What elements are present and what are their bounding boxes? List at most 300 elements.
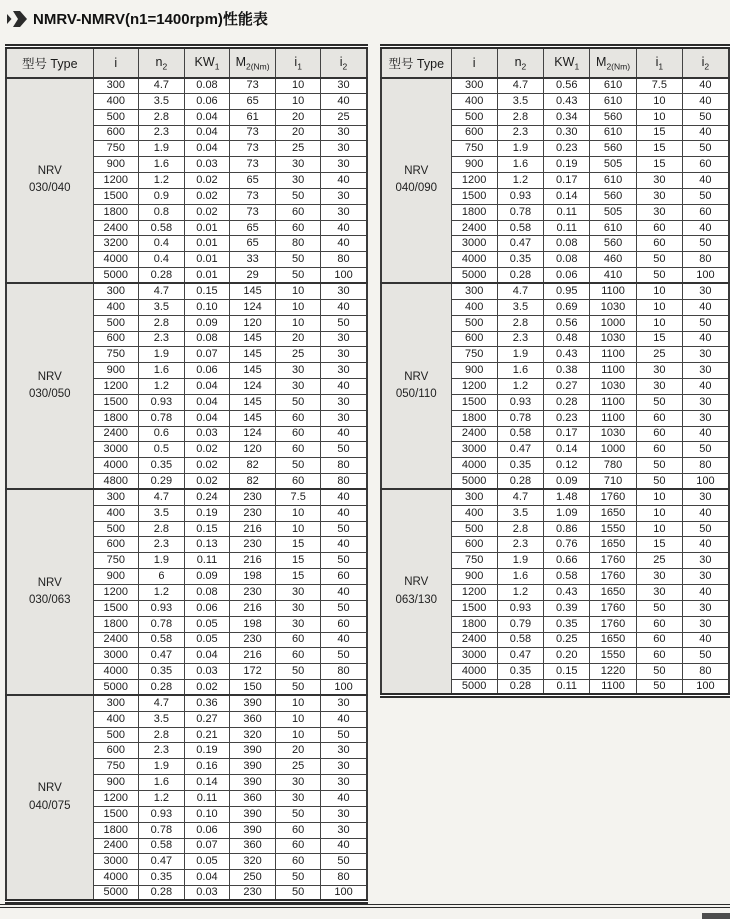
value-cell: 1800 <box>451 204 497 220</box>
value-cell: 230 <box>230 585 276 601</box>
value-cell: 560 <box>590 109 636 125</box>
value-cell: 4.7 <box>139 695 185 711</box>
value-cell: 0.23 <box>544 410 590 426</box>
value-cell: 60 <box>275 426 321 442</box>
value-cell: 124 <box>230 299 276 315</box>
value-cell: 172 <box>230 664 276 680</box>
value-cell: 50 <box>321 442 367 458</box>
value-cell: 1.2 <box>139 585 185 601</box>
value-cell: 1.9 <box>497 553 543 569</box>
value-cell: 0.38 <box>544 363 590 379</box>
value-cell: 30 <box>321 188 367 204</box>
value-cell: 0.06 <box>544 268 590 284</box>
value-cell: 2400 <box>451 220 497 236</box>
value-cell: 1550 <box>590 521 636 537</box>
value-cell: 0.13 <box>184 537 230 553</box>
value-cell: 25 <box>636 553 682 569</box>
value-cell: 30 <box>275 363 321 379</box>
value-cell: 4.7 <box>497 489 543 505</box>
value-cell: 1.2 <box>497 379 543 395</box>
value-cell: 50 <box>275 394 321 410</box>
value-cell: 50 <box>636 252 682 268</box>
value-cell: 0.47 <box>497 648 543 664</box>
value-cell: 500 <box>451 315 497 331</box>
value-cell: 15 <box>275 553 321 569</box>
value-cell: 30 <box>682 283 728 299</box>
value-cell: 1.6 <box>497 157 543 173</box>
value-cell: 60 <box>636 236 682 252</box>
value-cell: 30 <box>682 410 728 426</box>
value-cell: 1760 <box>590 553 636 569</box>
value-cell: 1.9 <box>497 347 543 363</box>
value-cell: 0.14 <box>184 775 230 791</box>
value-cell: 100 <box>682 268 728 284</box>
value-cell: 0.09 <box>184 569 230 585</box>
value-cell: 3.5 <box>139 711 185 727</box>
value-cell: 1.6 <box>497 569 543 585</box>
value-cell: 390 <box>230 822 276 838</box>
value-cell: 10 <box>636 505 682 521</box>
value-cell: 0.15 <box>184 521 230 537</box>
value-cell: 0.17 <box>544 426 590 442</box>
value-cell: 400 <box>93 711 139 727</box>
column-header: $KW_1$ <box>544 47 590 78</box>
value-cell: 100 <box>682 474 728 490</box>
value-cell: 0.02 <box>184 173 230 189</box>
value-cell: 0.02 <box>184 442 230 458</box>
value-cell: 300 <box>93 78 139 94</box>
value-cell: 30 <box>321 141 367 157</box>
value-cell: 0.28 <box>139 680 185 696</box>
value-cell: 0.21 <box>184 727 230 743</box>
value-cell: 50 <box>636 664 682 680</box>
value-cell: 1030 <box>590 299 636 315</box>
value-cell: 0.28 <box>497 680 543 696</box>
value-cell: 0.56 <box>544 315 590 331</box>
value-cell: 900 <box>93 569 139 585</box>
value-cell: 145 <box>230 347 276 363</box>
value-cell: 198 <box>230 616 276 632</box>
value-cell: 100 <box>321 268 367 284</box>
value-cell: 0.03 <box>184 426 230 442</box>
page-corner-mark <box>702 913 730 919</box>
value-cell: 0.29 <box>139 474 185 490</box>
value-cell: 610 <box>590 220 636 236</box>
value-cell: 0.02 <box>184 680 230 696</box>
column-header: $M_{2(Nm)}$ <box>590 47 636 78</box>
value-cell: 30 <box>275 157 321 173</box>
value-cell: 0.35 <box>544 616 590 632</box>
value-cell: 30 <box>682 616 728 632</box>
value-cell: 60 <box>636 220 682 236</box>
value-cell: 500 <box>93 109 139 125</box>
value-cell: 0.01 <box>184 268 230 284</box>
value-cell: 60 <box>275 442 321 458</box>
value-cell: 0.20 <box>544 648 590 664</box>
column-header: $i_2$ <box>682 47 728 78</box>
value-cell: 100 <box>321 886 367 902</box>
value-cell: 145 <box>230 363 276 379</box>
value-cell: 73 <box>230 188 276 204</box>
value-cell: 0.06 <box>184 93 230 109</box>
value-cell: 30 <box>275 790 321 806</box>
value-cell: 65 <box>230 220 276 236</box>
value-cell: 1100 <box>590 410 636 426</box>
column-header: $i_1$ <box>275 47 321 78</box>
value-cell: 3000 <box>93 854 139 870</box>
value-cell: 2.3 <box>497 331 543 347</box>
value-cell: 30 <box>682 553 728 569</box>
value-cell: 0.56 <box>544 78 590 94</box>
value-cell: 60 <box>636 616 682 632</box>
value-cell: 50 <box>275 806 321 822</box>
value-cell: 25 <box>636 347 682 363</box>
value-cell: 30 <box>275 379 321 395</box>
value-cell: 600 <box>93 331 139 347</box>
value-cell: 0.93 <box>139 600 185 616</box>
value-cell: 50 <box>275 680 321 696</box>
value-cell: 0.08 <box>184 331 230 347</box>
value-cell: 0.78 <box>139 822 185 838</box>
value-cell: 3200 <box>93 236 139 252</box>
value-cell: 40 <box>321 93 367 109</box>
value-cell: 1760 <box>590 489 636 505</box>
value-cell: 900 <box>93 363 139 379</box>
model-cell: NRV 030/040 <box>6 78 93 284</box>
value-cell: 60 <box>275 204 321 220</box>
table-row <box>381 78 729 94</box>
value-cell: 30 <box>636 585 682 601</box>
value-cell: 0.08 <box>544 252 590 268</box>
value-cell: 5000 <box>93 268 139 284</box>
value-cell: 0.78 <box>139 616 185 632</box>
column-header: i <box>93 47 139 78</box>
value-cell: 1.2 <box>139 790 185 806</box>
value-cell: 50 <box>636 458 682 474</box>
value-cell: 80 <box>321 870 367 886</box>
value-cell: 1550 <box>590 648 636 664</box>
value-cell: 0.35 <box>497 664 543 680</box>
table-row <box>381 489 729 505</box>
value-cell: 0.78 <box>497 204 543 220</box>
value-cell: 50 <box>682 648 728 664</box>
value-cell: 15 <box>636 331 682 347</box>
value-cell: 30 <box>321 695 367 711</box>
value-cell: 20 <box>275 331 321 347</box>
value-cell: 0.24 <box>184 489 230 505</box>
value-cell: 710 <box>590 474 636 490</box>
value-cell: 50 <box>682 141 728 157</box>
table-row <box>381 283 729 299</box>
value-cell: 10 <box>275 315 321 331</box>
value-cell: 1.2 <box>497 585 543 601</box>
value-cell: 410 <box>590 268 636 284</box>
value-cell: 0.08 <box>184 78 230 94</box>
table-row <box>6 489 367 505</box>
value-cell: 30 <box>321 331 367 347</box>
value-cell: 2.3 <box>139 331 185 347</box>
value-cell: 750 <box>451 141 497 157</box>
value-cell: 50 <box>321 315 367 331</box>
value-cell: 82 <box>230 474 276 490</box>
value-cell: 0.12 <box>544 458 590 474</box>
value-cell: 60 <box>275 822 321 838</box>
value-cell: 3000 <box>451 442 497 458</box>
value-cell: 1500 <box>451 600 497 616</box>
value-cell: 0.66 <box>544 553 590 569</box>
value-cell: 10 <box>636 315 682 331</box>
value-cell: 50 <box>682 521 728 537</box>
value-cell: 0.43 <box>544 347 590 363</box>
value-cell: 0.9 <box>139 188 185 204</box>
value-cell: 0.43 <box>544 585 590 601</box>
value-cell: 390 <box>230 695 276 711</box>
value-cell: 30 <box>275 600 321 616</box>
value-cell: 40 <box>321 790 367 806</box>
value-cell: 750 <box>451 553 497 569</box>
value-cell: 0.58 <box>544 569 590 585</box>
value-cell: 30 <box>321 283 367 299</box>
value-cell: 100 <box>321 680 367 696</box>
value-cell: 30 <box>682 394 728 410</box>
page-header <box>7 8 268 29</box>
value-cell: 82 <box>230 458 276 474</box>
value-cell: 0.06 <box>184 363 230 379</box>
value-cell: 0.05 <box>184 854 230 870</box>
value-cell: 4.7 <box>139 78 185 94</box>
value-cell: 30 <box>275 585 321 601</box>
value-cell: 1030 <box>590 331 636 347</box>
value-cell: 780 <box>590 458 636 474</box>
value-cell: 0.93 <box>497 394 543 410</box>
value-cell: 20 <box>275 109 321 125</box>
value-cell: 30 <box>275 173 321 189</box>
value-cell: 0.39 <box>544 600 590 616</box>
value-cell: 0.28 <box>497 474 543 490</box>
value-cell: 50 <box>682 315 728 331</box>
value-cell: 0.58 <box>497 632 543 648</box>
value-cell: 40 <box>321 632 367 648</box>
value-cell: 2.8 <box>139 521 185 537</box>
value-cell: 50 <box>636 394 682 410</box>
value-cell: 2.8 <box>139 727 185 743</box>
performance-table-right <box>380 44 730 698</box>
value-cell: 7.5 <box>275 489 321 505</box>
value-cell: 0.79 <box>497 616 543 632</box>
value-cell: 60 <box>275 474 321 490</box>
value-cell: 1200 <box>93 790 139 806</box>
value-cell: 1800 <box>93 410 139 426</box>
value-cell: 600 <box>93 743 139 759</box>
value-cell: 60 <box>275 838 321 854</box>
value-cell: 60 <box>636 648 682 664</box>
value-cell: 250 <box>230 870 276 886</box>
value-cell: 3.5 <box>497 505 543 521</box>
value-cell: 25 <box>321 109 367 125</box>
value-cell: 300 <box>93 695 139 711</box>
value-cell: 40 <box>682 125 728 141</box>
value-cell: 40 <box>682 505 728 521</box>
value-cell: 0.06 <box>184 600 230 616</box>
model-cell: NRV 040/075 <box>6 695 93 901</box>
value-cell: 1500 <box>93 394 139 410</box>
value-cell: 40 <box>321 838 367 854</box>
table-row <box>6 78 367 94</box>
value-cell: 1.6 <box>497 363 543 379</box>
value-cell: 50 <box>275 252 321 268</box>
value-cell: 4.7 <box>497 283 543 299</box>
value-cell: 15 <box>636 125 682 141</box>
value-cell: 15 <box>275 537 321 553</box>
value-cell: 0.08 <box>184 585 230 601</box>
value-cell: 50 <box>275 870 321 886</box>
value-cell: 4.7 <box>139 489 185 505</box>
value-cell: 610 <box>590 125 636 141</box>
value-cell: 1030 <box>590 426 636 442</box>
value-cell: 15 <box>636 141 682 157</box>
value-cell: 2400 <box>93 632 139 648</box>
value-cell: 40 <box>682 426 728 442</box>
value-cell: 124 <box>230 426 276 442</box>
value-cell: 4000 <box>451 458 497 474</box>
value-cell: 0.23 <box>544 141 590 157</box>
value-cell: 60 <box>636 442 682 458</box>
value-cell: 0.93 <box>497 188 543 204</box>
value-cell: 750 <box>93 347 139 363</box>
value-cell: 65 <box>230 236 276 252</box>
value-cell: 390 <box>230 759 276 775</box>
value-cell: 0.19 <box>184 743 230 759</box>
value-cell: 1.2 <box>139 173 185 189</box>
value-cell: 0.93 <box>139 394 185 410</box>
value-cell: 40 <box>321 585 367 601</box>
value-cell: 0.58 <box>497 220 543 236</box>
value-cell: 60 <box>275 220 321 236</box>
value-cell: 360 <box>230 711 276 727</box>
value-cell: 3000 <box>451 648 497 664</box>
value-cell: 50 <box>321 600 367 616</box>
value-cell: 30 <box>321 410 367 426</box>
value-cell: 3.5 <box>497 93 543 109</box>
value-cell: 33 <box>230 252 276 268</box>
value-cell: 0.02 <box>184 188 230 204</box>
value-cell: 0.43 <box>544 93 590 109</box>
value-cell: 10 <box>636 489 682 505</box>
value-cell: 40 <box>682 379 728 395</box>
value-cell: 500 <box>93 727 139 743</box>
value-cell: 60 <box>682 157 728 173</box>
value-cell: 2400 <box>451 426 497 442</box>
value-cell: 80 <box>321 664 367 680</box>
value-cell: 1760 <box>590 600 636 616</box>
value-cell: 3.5 <box>497 299 543 315</box>
value-cell: 0.19 <box>544 157 590 173</box>
value-cell: 1760 <box>590 616 636 632</box>
value-cell: 0.86 <box>544 521 590 537</box>
value-cell: 2.3 <box>497 125 543 141</box>
model-cell: NRV 063/130 <box>381 489 451 695</box>
value-cell: 0.04 <box>184 125 230 141</box>
value-cell: 900 <box>451 157 497 173</box>
value-cell: 0.04 <box>184 870 230 886</box>
value-cell: 15 <box>636 157 682 173</box>
value-cell: 4000 <box>451 252 497 268</box>
value-cell: 40 <box>682 331 728 347</box>
value-cell: 50 <box>275 458 321 474</box>
value-cell: 124 <box>230 379 276 395</box>
value-cell: 10 <box>636 299 682 315</box>
value-cell: 60 <box>275 632 321 648</box>
header-row <box>381 47 729 78</box>
value-cell: 0.8 <box>139 204 185 220</box>
value-cell: 30 <box>321 806 367 822</box>
value-cell: 0.30 <box>544 125 590 141</box>
column-header: $KW_1$ <box>184 47 230 78</box>
value-cell: 750 <box>93 141 139 157</box>
value-cell: 4000 <box>93 458 139 474</box>
value-cell: 0.76 <box>544 537 590 553</box>
value-cell: 500 <box>451 109 497 125</box>
value-cell: 1650 <box>590 585 636 601</box>
model-section <box>381 283 729 489</box>
value-cell: 0.04 <box>184 141 230 157</box>
value-cell: 0.04 <box>184 648 230 664</box>
value-cell: 0.6 <box>139 426 185 442</box>
value-cell: 900 <box>93 157 139 173</box>
value-cell: 120 <box>230 442 276 458</box>
column-header: 型号 Type <box>6 47 93 78</box>
value-cell: 40 <box>321 173 367 189</box>
value-cell: 30 <box>321 204 367 220</box>
value-cell: 40 <box>682 537 728 553</box>
value-cell: 50 <box>275 188 321 204</box>
value-cell: 2400 <box>93 426 139 442</box>
value-cell: 230 <box>230 632 276 648</box>
value-cell: 10 <box>636 521 682 537</box>
value-cell: 0.48 <box>544 331 590 347</box>
value-cell: 50 <box>682 236 728 252</box>
page-title: NMRV-NMRV(n1=1400rpm)性能表 <box>33 11 268 28</box>
column-header: $n_2$ <box>497 47 543 78</box>
value-cell: 1100 <box>590 363 636 379</box>
value-cell: 1100 <box>590 394 636 410</box>
value-cell: 73 <box>230 157 276 173</box>
value-cell: 10 <box>275 93 321 109</box>
value-cell: 50 <box>275 664 321 680</box>
value-cell: 0.02 <box>184 458 230 474</box>
value-cell: 2400 <box>93 838 139 854</box>
value-cell: 20 <box>275 125 321 141</box>
column-header: $M_{2(Nm)}$ <box>230 47 276 78</box>
value-cell: 40 <box>321 489 367 505</box>
value-cell: 40 <box>682 220 728 236</box>
value-cell: 10 <box>275 711 321 727</box>
value-cell: 60 <box>682 204 728 220</box>
value-cell: 0.09 <box>544 474 590 490</box>
value-cell: 2.8 <box>139 315 185 331</box>
value-cell: 300 <box>451 283 497 299</box>
model-cell: NRV 030/050 <box>6 283 93 489</box>
value-cell: 1200 <box>451 379 497 395</box>
value-cell: 1500 <box>93 806 139 822</box>
value-cell: 0.47 <box>497 442 543 458</box>
value-cell: 230 <box>230 537 276 553</box>
value-cell: 25 <box>275 347 321 363</box>
value-cell: 10 <box>275 283 321 299</box>
value-cell: 0.27 <box>184 711 230 727</box>
model-section <box>6 78 367 284</box>
value-cell: 750 <box>93 553 139 569</box>
